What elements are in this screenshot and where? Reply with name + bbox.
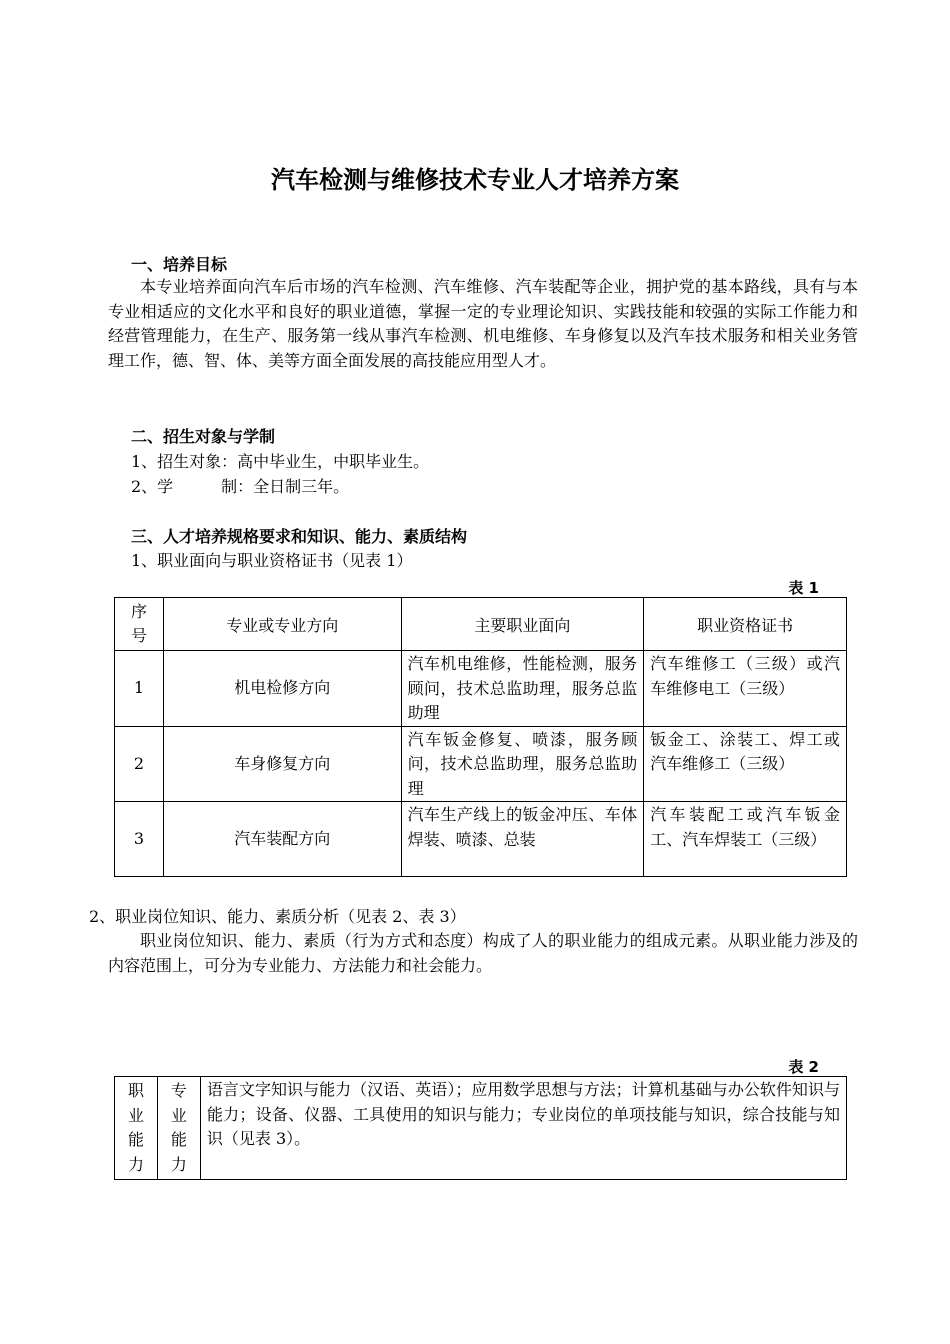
goal-paragraph: 本专业培养面向汽车后市场的汽车检测、汽车维修、汽车装配等企业，拥护党的基本路线，具有与本专业相适应的文化水平和良好的职业道德，掌握一定的专业理论知识、实践技能和较强的实际工作能力和经营管理能力，在生产、服务第一线从事汽车检测、机电维修、车身修复以及汽车技术服务和相关业务管理工作，德、智、体、美等方面全面发展的高技能应用型人才。 — [108, 277, 858, 370]
table1 — [114, 597, 847, 877]
enrollment-duration: 2、学 制：全日制三年。 — [131, 477, 350, 496]
table1-cell: 车身修复方向 — [163, 726, 401, 802]
section-heading-enrollment: 二、招生对象与学制 — [131, 427, 276, 446]
enrollment-target: 1、招生对象：高中毕业生，中职毕业生。 — [131, 452, 430, 471]
table2-subcategory-cell: 专业能力 — [157, 1077, 200, 1180]
table2-category-cell: 职业能力 — [115, 1077, 158, 1180]
table-row — [115, 726, 847, 802]
table1-cell: 机电检修方向 — [163, 651, 401, 727]
table1-cell: 汽车维修工（三级）或汽车维修电工（三级） — [644, 651, 847, 727]
table1-cell: 汽车装配方向 — [163, 802, 401, 877]
section-heading-goal: 一、培养目标 — [131, 255, 228, 274]
table2-caption: 表 2 — [788, 1058, 819, 1076]
table2-content-cell: 语言文字知识与能力（汉语、英语）；应用数学思想与方法；计算机基础与办公软件知识与能力；设备、仪器、工具使用的知识与能力；专业岗位的单项技能与知识，综合技能与知识（见表 3）。 — [200, 1077, 846, 1180]
table1-header-cell: 主要职业面向 — [401, 598, 644, 651]
job-analysis-paragraph: 职业岗位知识、能力、素质（行为方式和态度）构成了人的职业能力的组成元素。从职业能力涉及的内容范围上，可分为专业能力、方法能力和社会能力。 — [108, 931, 858, 975]
table1-header-cell: 职业资格证书 — [644, 598, 847, 651]
job-analysis-line: 2、职业岗位知识、能力、素质分析（见表 2、表 3） — [89, 907, 466, 926]
table1-cell: 汽车装配工或汽车钣金工、汽车焊装工（三级） — [644, 802, 847, 877]
table1-cell: 1 — [115, 651, 164, 727]
table1-cell: 汽车生产线上的钣金冲压、车体焊装、喷漆、总装 — [401, 802, 644, 877]
table1-cell: 2 — [115, 726, 164, 802]
table1-cell: 钣金工、涂装工、焊工或汽车维修工（三级） — [644, 726, 847, 802]
table1-header-cell: 专业或专业方向 — [163, 598, 401, 651]
table1-cell: 汽车钣金修复、喷漆，服务顾问，技术总监助理，服务总监助理 — [401, 726, 644, 802]
table-row — [115, 1077, 847, 1180]
table-row — [115, 651, 847, 727]
section-heading-spec: 三、人才培养规格要求和知识、能力、素质结构 — [131, 527, 468, 546]
table1-header-row — [115, 598, 847, 651]
table1-cell: 汽车机电维修，性能检测，服务顾问，技术总监助理，服务总监助理 — [401, 651, 644, 727]
career-orientation-line: 1、职业面向与职业资格证书（见表 1） — [131, 551, 413, 570]
table-row — [115, 802, 847, 877]
table1-cell: 3 — [115, 802, 164, 877]
table1-caption: 表 1 — [788, 579, 819, 597]
table1-header-cell: 序号 — [115, 598, 164, 651]
page-title: 汽车检测与维修技术专业人才培养方案 — [271, 166, 679, 194]
table2 — [114, 1076, 847, 1180]
